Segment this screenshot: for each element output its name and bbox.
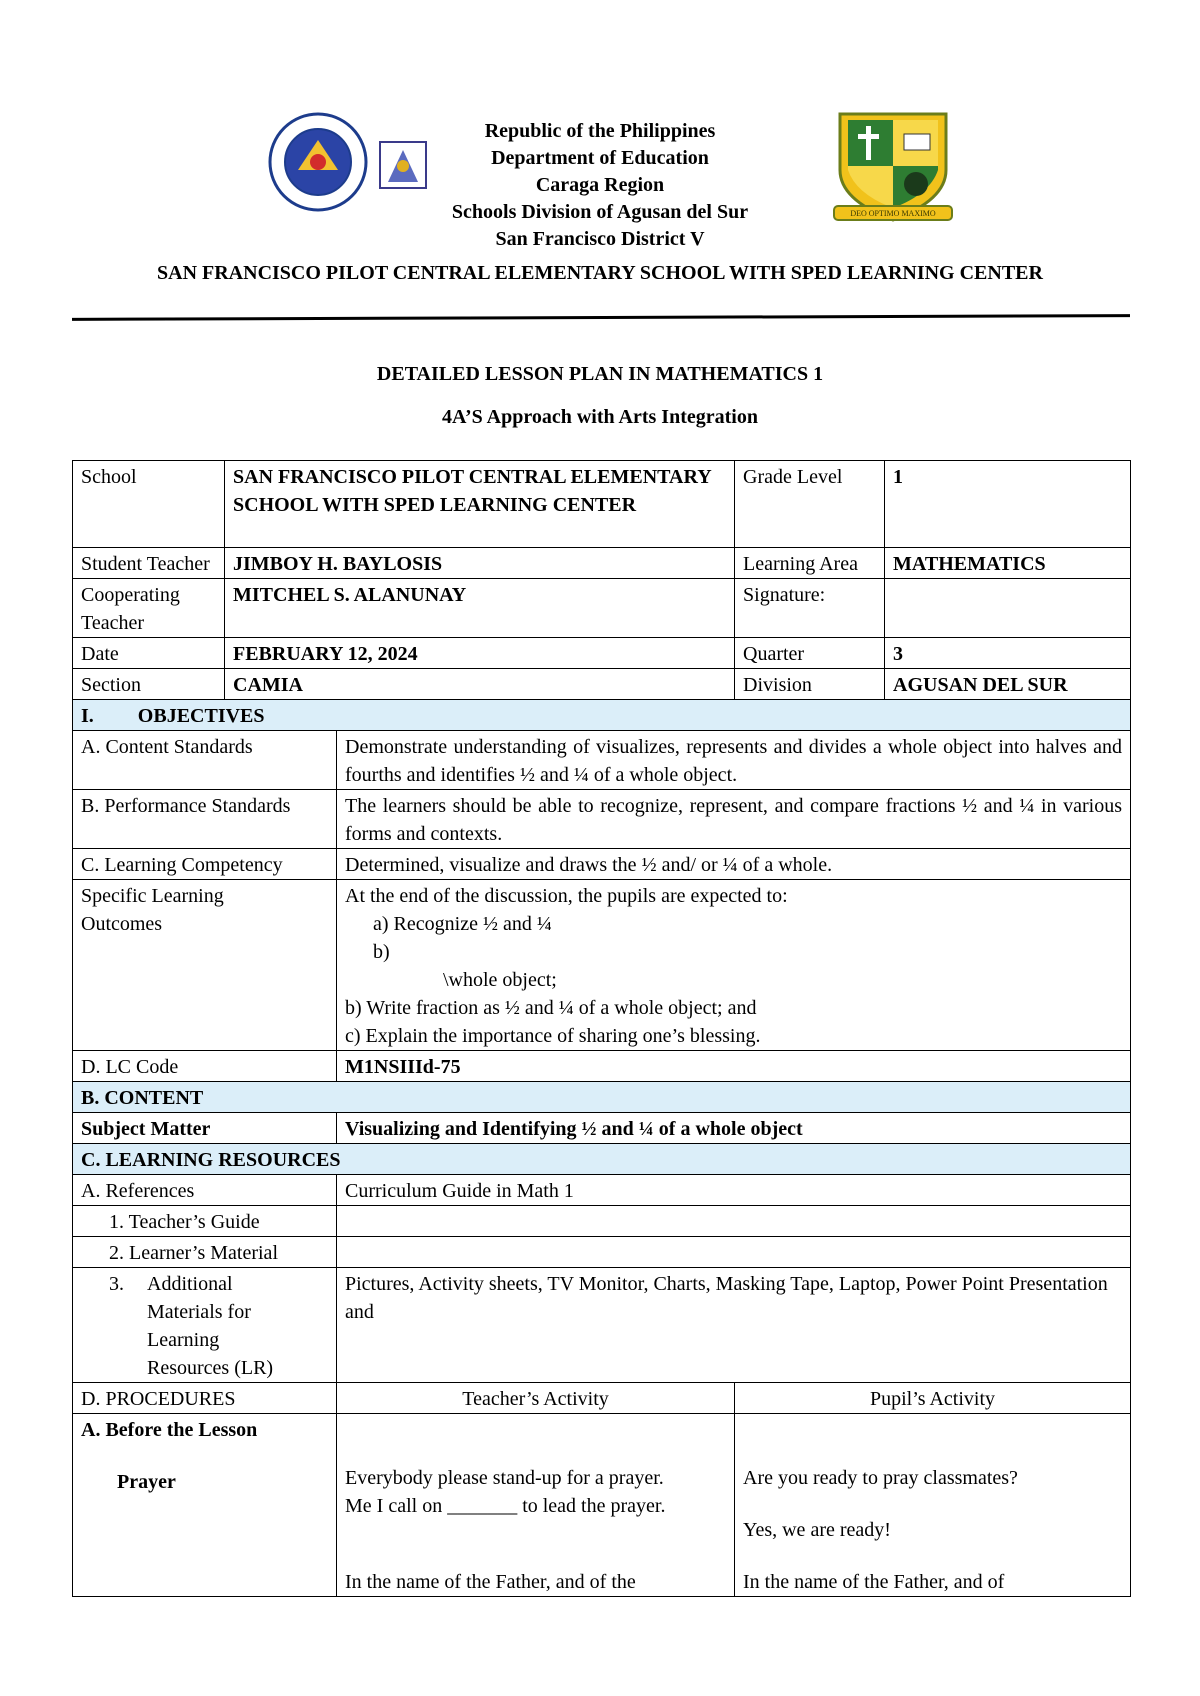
section-value: CAMIA — [225, 669, 735, 700]
before-lesson-cell — [73, 1414, 337, 1597]
table-row — [73, 669, 1131, 700]
cooperating-teacher-value: MITCHEL S. ALANUNAY — [225, 579, 735, 638]
table-row — [73, 1175, 1131, 1206]
performance-standards-value: The learners should be able to recognize, represent, and compare fractions ½ and ¼ in various forms and contexts. — [337, 790, 1131, 849]
teachers-guide-label-text: 1. Teacher’s Guide — [109, 1211, 260, 1233]
document-header — [0, 0, 1200, 330]
header-line-region: Caraga Region — [535, 174, 665, 196]
table-row — [73, 1144, 1131, 1175]
specific-outcome-a: a) Recognize ½ and ¼ — [373, 913, 552, 935]
learners-material-label-text: 2. Learner’s Material — [109, 1242, 278, 1264]
additional-materials-value: Pictures, Activity sheets, TV Monitor, Charts, Masking Tape, Laptop, Power Point Presentation and — [337, 1268, 1131, 1383]
school-motto-text: DEO OPTIMO MAXIMO — [850, 209, 936, 218]
signature-field — [885, 579, 1131, 638]
teacher-activity-line-3: In the name of the Father, and of the — [345, 1571, 636, 1593]
specific-outcome-whole: \whole object; — [443, 969, 557, 991]
student-teacher-value: JIMBOY H. BAYLOSIS — [225, 548, 735, 579]
teacher-activity-line-1: Everybody please stand-up for a prayer. — [345, 1467, 664, 1489]
signature-label: Signature: — [735, 579, 885, 638]
teacher-activity-line-2: Me I call on _______ to lead the prayer. — [345, 1495, 666, 1517]
table-row — [73, 849, 1131, 880]
learning-competency-label: C. Learning Competency — [73, 849, 337, 880]
subject-matter-label: Subject Matter — [73, 1113, 337, 1144]
specific-outcomes-value — [337, 880, 1131, 1051]
teachers-guide-label — [73, 1206, 337, 1237]
additional-materials-num: 3. — [109, 1273, 124, 1295]
grade-level-value: 1 — [885, 461, 1131, 548]
specific-outcomes-label-text: Specific Learning Outcomes — [81, 885, 224, 935]
table-row — [73, 731, 1131, 790]
table-row — [73, 1082, 1131, 1113]
quarter-label: Quarter — [735, 638, 885, 669]
specific-outcome-c: c) Explain the importance of sharing one’s blessing. — [345, 1025, 761, 1047]
header-line-republic: Republic of the Philippines — [484, 120, 716, 142]
objectives-heading — [73, 700, 1131, 731]
header-school-name: SAN FRANCISCO PILOT CENTRAL ELEMENTARY SCHOOL WITH SPED LEARNING CENTER — [157, 262, 1043, 284]
specific-outcome-b2: b) Write fraction as ½ and ¼ of a whole object; and — [345, 997, 757, 1019]
table-row — [73, 1113, 1131, 1144]
teacher-activity-cell — [337, 1414, 735, 1597]
learning-competency-value: Determined, visualize and draws the ½ and/ or ¼ of a whole. — [337, 849, 1131, 880]
learning-resources-heading: C. LEARNING RESOURCES — [73, 1144, 1131, 1175]
table-row — [73, 700, 1131, 731]
header-address — [0, 118, 1200, 253]
pupil-activity-cell — [735, 1414, 1131, 1597]
learners-material-label — [73, 1237, 337, 1268]
table-row — [73, 548, 1131, 579]
table-row — [73, 1206, 1131, 1237]
grade-level-label: Grade Level — [735, 461, 885, 548]
additional-materials-text: Additional Materials for Learning Resources (LR) — [147, 1273, 274, 1379]
pupil-activity-line-1: Are you ready to pray classmates? — [743, 1467, 1018, 1489]
division-label: Division — [735, 669, 885, 700]
objectives-heading-num: I. — [81, 705, 94, 727]
section-label: Section — [73, 669, 225, 700]
table-row — [73, 1383, 1131, 1414]
performance-standards-label: B. Performance Standards — [73, 790, 337, 849]
specific-outcomes-label — [73, 880, 337, 1051]
specific-outcomes-intro: At the end of the discussion, the pupils are expected to: — [345, 885, 788, 907]
lesson-plan-table — [72, 460, 1131, 1597]
division-value: AGUSAN DEL SUR — [885, 669, 1131, 700]
table-row — [73, 461, 1131, 548]
student-teacher-label: Student Teacher — [73, 548, 225, 579]
teachers-guide-value — [337, 1206, 1131, 1237]
school-label: School — [73, 461, 225, 548]
content-standards-label: A. Content Standards — [73, 731, 337, 790]
school-value: SAN FRANCISCO PILOT CENTRAL ELEMENTARY SCHOOL WITH SPED LEARNING CENTER — [225, 461, 735, 548]
table-row — [73, 579, 1131, 638]
learning-area-label: Learning Area — [735, 548, 885, 579]
table-row — [73, 1268, 1131, 1383]
prayer-label: Prayer — [117, 1471, 176, 1493]
additional-materials-label — [73, 1268, 337, 1383]
date-value: FEBRUARY 12, 2024 — [225, 638, 735, 669]
table-row — [73, 1414, 1131, 1597]
table-row — [73, 790, 1131, 849]
content-standards-value: Demonstrate understanding of visualizes, represents and divides a whole object into halves and fourths and identifies ½ and ¼ of a whole object. — [337, 731, 1131, 790]
header-divider — [72, 314, 1130, 321]
pupil-activity-line-2: Yes, we are ready! — [743, 1519, 891, 1541]
quarter-value: 3 — [885, 638, 1131, 669]
procedures-label: D. PROCEDURES — [73, 1383, 337, 1414]
before-lesson-label: A. Before the Lesson — [81, 1419, 258, 1441]
table-row — [73, 880, 1131, 1051]
table-row — [73, 638, 1131, 669]
lc-code-label: D. LC Code — [73, 1051, 337, 1082]
cooperating-teacher-label: Cooperating Teacher — [73, 579, 225, 638]
header-line-department: Department of Education — [491, 147, 709, 169]
teacher-activity-header: Teacher’s Activity — [337, 1383, 735, 1414]
pupil-activity-line-3: In the name of the Father, and of — [743, 1571, 1005, 1593]
table-row — [73, 1051, 1131, 1082]
specific-outcome-b: b) — [373, 941, 390, 963]
date-label: Date — [73, 638, 225, 669]
document-subtitle: 4A’S Approach with Arts Integration — [442, 406, 758, 428]
header-line-district: San Francisco District V — [495, 228, 705, 250]
header-line-division: Schools Division of Agusan del Sur — [451, 201, 749, 223]
pupil-activity-header: Pupil’s Activity — [735, 1383, 1131, 1414]
document-title: DETAILED LESSON PLAN IN MATHEMATICS 1 — [376, 363, 824, 385]
table-row — [73, 1237, 1131, 1268]
lc-code-value: M1NSIIId-75 — [337, 1051, 1131, 1082]
references-value: Curriculum Guide in Math 1 — [337, 1175, 1131, 1206]
subject-matter-value: Visualizing and Identifying ½ and ¼ of a whole object — [337, 1113, 1131, 1144]
learners-material-value — [337, 1237, 1131, 1268]
content-heading: B. CONTENT — [73, 1082, 1131, 1113]
references-label: A. References — [73, 1175, 337, 1206]
objectives-heading-text: OBJECTIVES — [137, 705, 265, 727]
learning-area-value: MATHEMATICS — [885, 548, 1131, 579]
